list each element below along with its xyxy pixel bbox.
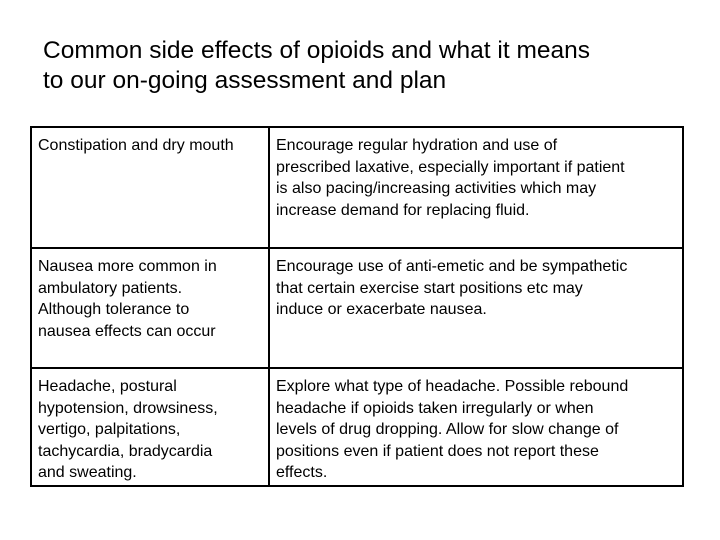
side-effect-text: ambulatory patients. — [38, 279, 183, 297]
side-effect-text: Headache, postural — [38, 378, 177, 395]
slide-title-line: Common side effects of opioids and what it means — [43, 37, 591, 64]
side-effect-text: nausea effects can occur — [38, 322, 216, 340]
plan-text: prescribed laxative, especially important if patient — [276, 158, 625, 176]
plan-cell — [270, 369, 682, 485]
slide-title — [43, 36, 693, 96]
side-effect-text: Constipation and dry mouth — [38, 137, 234, 154]
plan-text: Encourage regular hydration and use of — [276, 137, 558, 154]
side-effect-text: Nausea more common in — [38, 258, 217, 275]
plan-cell — [270, 249, 682, 369]
plan-text: positions even if patient does not report these — [276, 442, 599, 460]
side-effect-text: hypotension, drowsiness, — [38, 399, 218, 417]
side-effect-text: Although tolerance to — [38, 301, 190, 318]
plan-text: levels of drug dropping. Allow for slow change of — [276, 421, 619, 438]
plan-text: is also pacing/increasing activities which may — [276, 180, 597, 197]
plan-text: headache if opioids taken irregularly or when — [276, 399, 594, 417]
side-effect-cell — [32, 249, 270, 369]
plan-text: induce or exacerbate nausea. — [276, 301, 487, 318]
plan-text: Encourage use of anti-emetic and be sympathetic — [276, 258, 628, 275]
side-effect-text: and sweating. — [38, 464, 137, 481]
side-effects-table — [30, 126, 684, 487]
slide-title-line: to our on-going assessment and plan — [43, 67, 447, 94]
side-effect-text: vertigo, palpitations, — [38, 421, 181, 438]
plan-text: increase demand for replacing fluid. — [276, 201, 530, 219]
side-effect-cell — [32, 128, 270, 249]
plan-cell — [270, 128, 682, 249]
plan-text: that certain exercise start positions etc may — [276, 279, 583, 297]
side-effect-text: tachycardia, bradycardia — [38, 442, 213, 460]
plan-text: effects. — [276, 464, 328, 481]
plan-text: Explore what type of headache. Possible rebound — [276, 378, 629, 395]
side-effect-cell — [32, 369, 270, 485]
